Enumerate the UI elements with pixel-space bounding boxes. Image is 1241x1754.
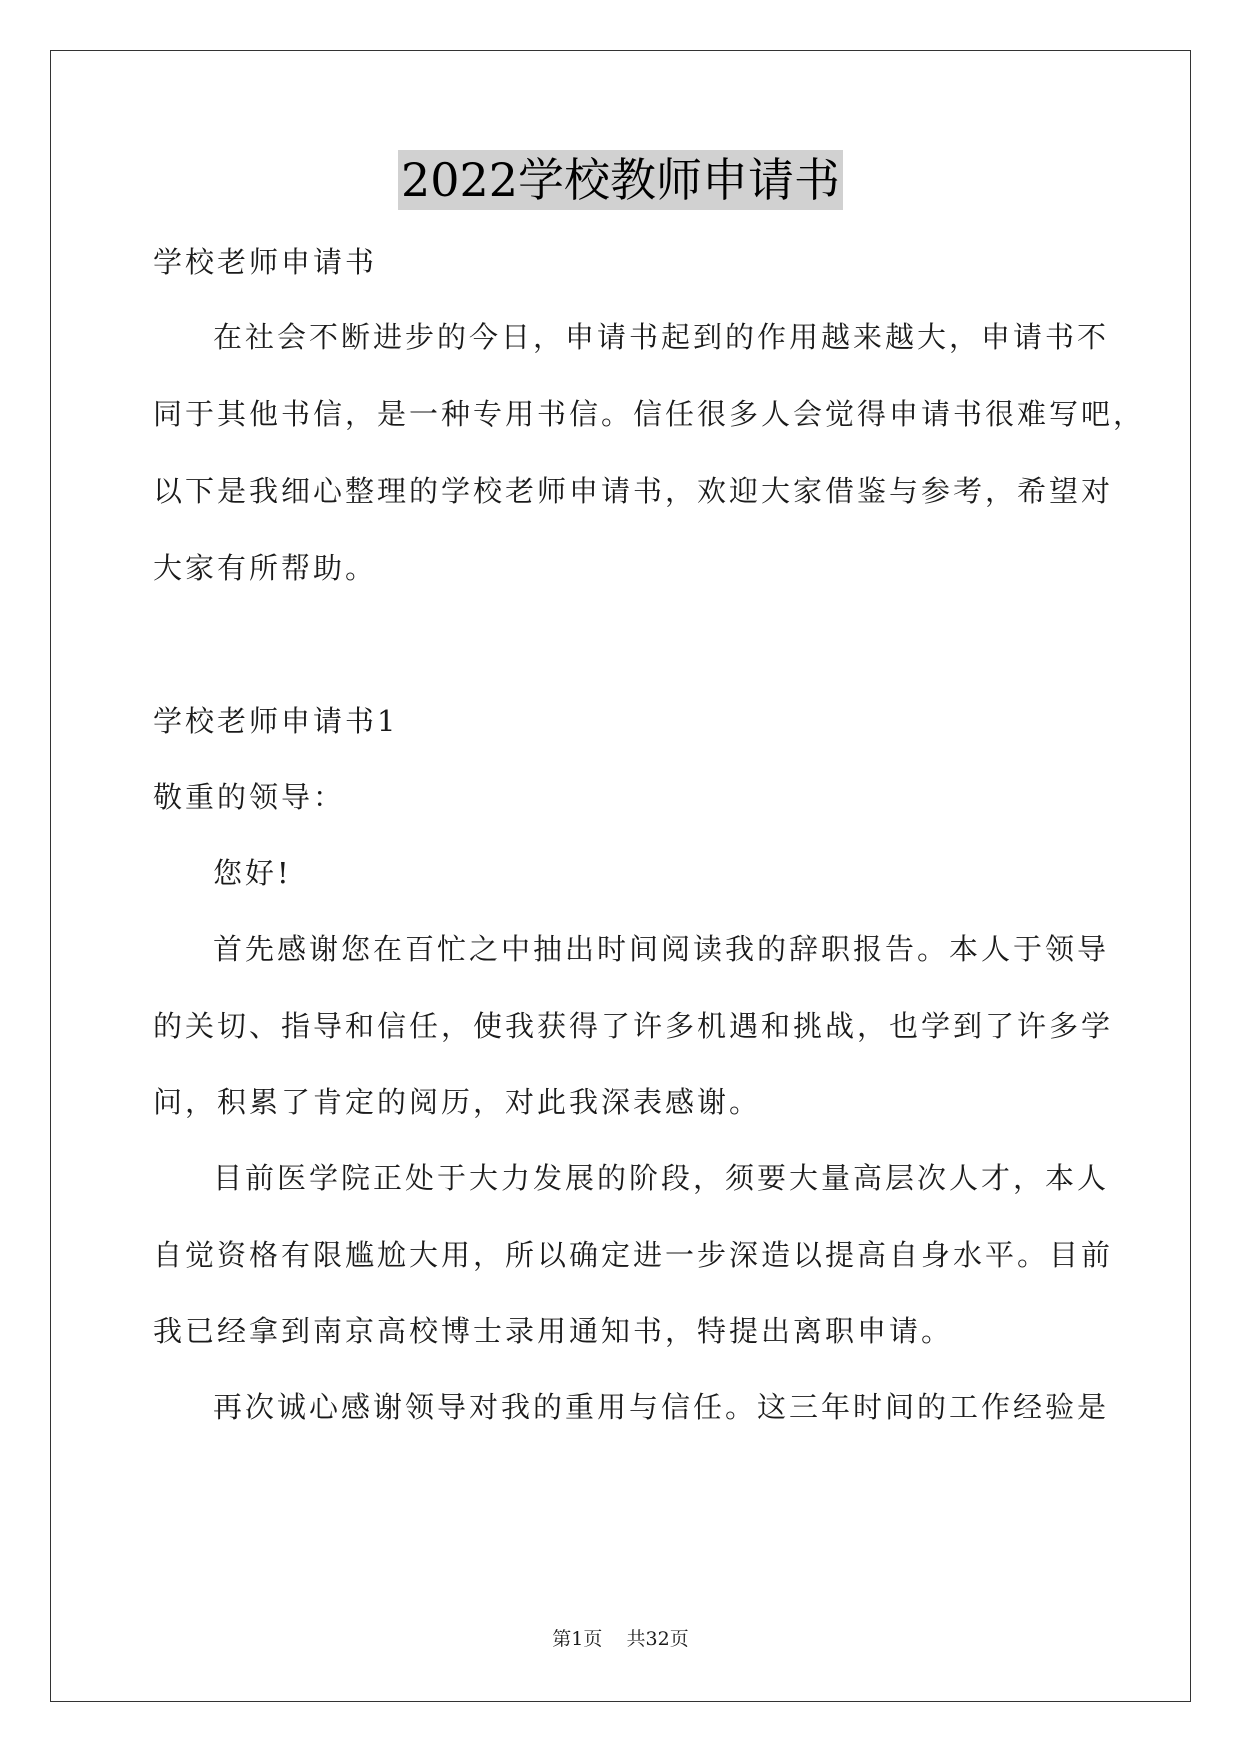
document-title: 2022学校教师申请书 bbox=[398, 150, 843, 210]
paragraph-line: 以下是我细心整理的学校老师申请书，欢迎大家借鉴与参考，希望对 bbox=[153, 474, 1114, 508]
paragraph-line: 我已经拿到南京高校博士录用通知书，特提出离职申请。 bbox=[153, 1314, 954, 1348]
paragraph-line: 同于其他书信，是一种专用书信。信任很多人会觉得申请书很难写吧， bbox=[153, 397, 1146, 431]
section-heading: 学校老师申请书1 bbox=[153, 704, 399, 738]
page-number-label: 第1页 bbox=[552, 1628, 603, 1650]
greeting-line: 您好! bbox=[213, 856, 292, 890]
paragraph-line: 在社会不断进步的今日，申请书起到的作用越来越大，申请书不 bbox=[213, 320, 1110, 354]
paragraph-line: 首先感谢您在百忙之中抽出时间阅读我的辞职报告。本人于领导 bbox=[213, 932, 1110, 966]
paragraph-line: 问，积累了肯定的阅历，对此我深表感谢。 bbox=[153, 1085, 762, 1119]
paragraph-line: 大家有所帮助。 bbox=[153, 551, 378, 585]
title-container bbox=[0, 150, 1241, 210]
paragraph-line: 自觉资格有限尴尬大用，所以确定进一步深造以提高自身水平。目前 bbox=[153, 1238, 1114, 1272]
subtitle-line: 学校老师申请书 bbox=[153, 245, 378, 279]
salutation-line: 敬重的领导： bbox=[153, 780, 346, 814]
paragraph-line: 的关切、指导和信任，使我获得了许多机遇和挑战，也学到了许多学 bbox=[153, 1009, 1114, 1043]
total-pages-label: 共32页 bbox=[626, 1628, 689, 1650]
page-footer bbox=[0, 1627, 1241, 1651]
paragraph-line: 再次诚心感谢领导对我的重用与信任。这三年时间的工作经验是 bbox=[213, 1390, 1110, 1424]
paragraph-line: 目前医学院正处于大力发展的阶段，须要大量高层次人才，本人 bbox=[213, 1161, 1110, 1195]
